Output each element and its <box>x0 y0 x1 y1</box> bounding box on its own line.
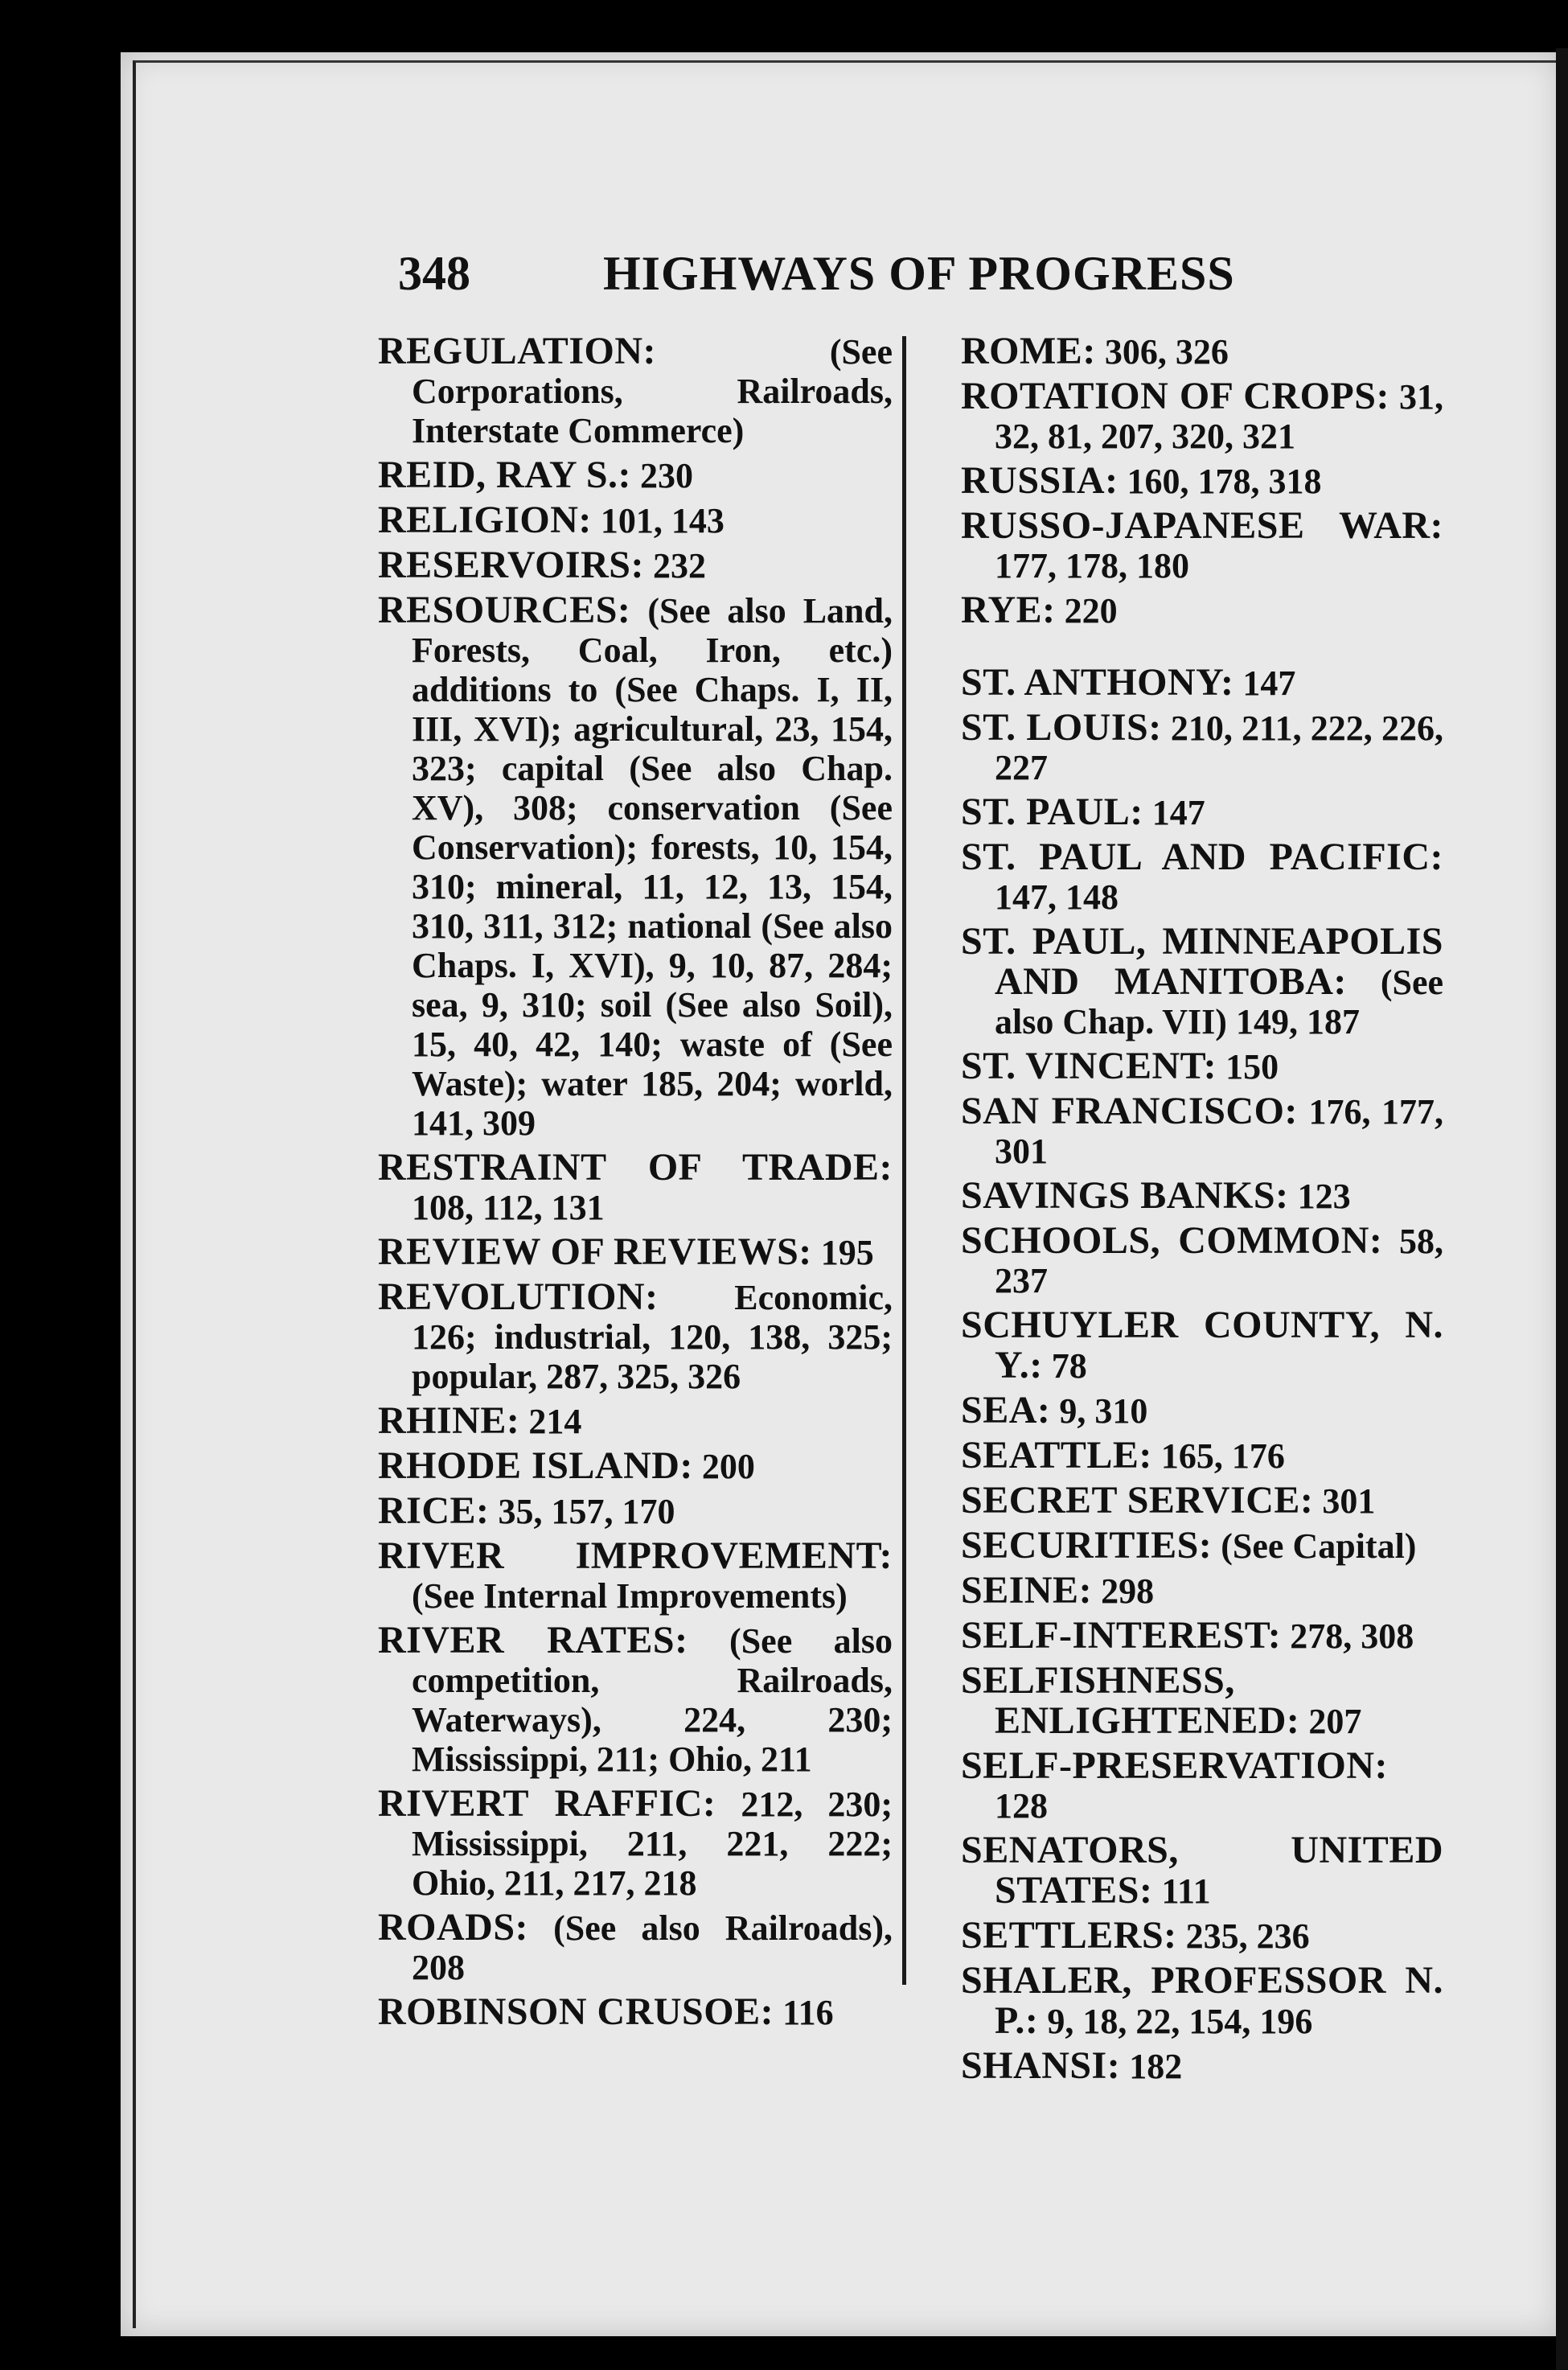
index-entry-references: 301 <box>1313 1481 1376 1521</box>
index-entry-references: 177, 178, 180 <box>995 546 1189 585</box>
index-entry <box>961 1436 1443 1476</box>
index-entry <box>961 590 1443 630</box>
index-entry-references: 128 <box>995 1786 1048 1826</box>
index-entry <box>961 461 1443 501</box>
index-column-left <box>378 331 893 2037</box>
index-entry <box>961 1305 1443 1386</box>
index-entry-heading: SHANSI: <box>961 2044 1121 2087</box>
index-entry-references: 108, 112, 131 <box>412 1188 605 1227</box>
index-entry <box>961 1961 1443 2041</box>
running-header <box>386 241 1287 306</box>
index-entry <box>961 708 1443 787</box>
index-entry <box>961 792 1443 832</box>
index-entry-references: 298 <box>1092 1571 1155 1611</box>
index-entry-references: 147 <box>1233 663 1296 703</box>
page-number: 348 <box>398 247 470 300</box>
index-entry <box>378 500 893 540</box>
index-entry-heading: REVIEW OF REVIEWS: <box>378 1230 812 1273</box>
index-entry-heading: ST. PAUL, MINNEAPOLIS AND MANITOBA: <box>961 920 1443 1003</box>
index-entry <box>961 1616 1443 1656</box>
index-entry <box>961 2046 1443 2086</box>
index-entry-heading: SCHUYLER COUNTY, N. Y.: <box>961 1304 1443 1386</box>
index-entry-references: 101, 143 <box>591 501 724 540</box>
index-entry-references: 31, 32, 81, 207, 320, 321 <box>995 377 1444 456</box>
index-entry-references: 176, 177, 301 <box>995 1092 1443 1171</box>
index-entry-references: 278, 308 <box>1281 1616 1414 1656</box>
index-entry-references: 123 <box>1288 1177 1351 1216</box>
index-entry-references: (See Corporations, Railroads, Interstate Commerce) <box>412 332 893 450</box>
index-entry-heading: SECURITIES: <box>961 1524 1213 1567</box>
index-entry <box>961 1046 1443 1086</box>
index-entry-references: 58, 237 <box>995 1222 1444 1300</box>
index-entry-references: (See Internal Improvements) <box>412 1576 848 1616</box>
index-entry-references: 147, 148 <box>995 877 1119 917</box>
index-entry <box>378 455 893 495</box>
index-entry-heading: ST. PAUL: <box>961 791 1143 833</box>
index-entry-references: 9, 310 <box>1050 1391 1148 1431</box>
index-entry <box>378 1620 893 1779</box>
index-entry <box>961 331 1443 372</box>
index-entry-heading: RESOURCES: <box>378 589 631 631</box>
index-entry <box>378 1446 893 1486</box>
index-entry-heading: SAVINGS BANKS: <box>961 1174 1289 1217</box>
index-entry-references: (See Capital) <box>1212 1526 1417 1566</box>
index-entry <box>378 1277 893 1396</box>
index-entry <box>961 1571 1443 1611</box>
index-entry-references: 111 <box>1152 1871 1211 1911</box>
entry-gap <box>961 635 1443 663</box>
index-entry-heading: SECRET SERVICE: <box>961 1479 1314 1522</box>
index-entry-heading: RUSSIA: <box>961 459 1119 502</box>
column-divider <box>902 336 906 1985</box>
running-title: HIGHWAYS OF PROGRESS <box>603 247 1235 300</box>
index-entry <box>378 1401 893 1441</box>
index-entry-heading: RHODE ISLAND: <box>378 1444 693 1487</box>
index-entry <box>961 1746 1443 1826</box>
index-entry <box>961 922 1443 1041</box>
index-entry-references: 210, 211, 222, 226, 227 <box>995 709 1443 787</box>
index-entry-heading: ROTATION OF CROPS: <box>961 375 1389 417</box>
index-entry-heading: RIVERT RAFFIC: <box>378 1782 716 1825</box>
index-entry-references: 235, 236 <box>1176 1916 1310 1956</box>
index-entry-references: 182 <box>1120 2047 1183 2086</box>
index-entry-references: Economic, 126; industrial, 120, 138, 325; popular, 287, 325, 326 <box>412 1278 893 1396</box>
index-entry-heading: ROBINSON CRUSOE: <box>378 1990 774 2033</box>
index-entry-heading: ST. LOUIS: <box>961 706 1162 749</box>
index-entry-references: 195 <box>811 1233 874 1272</box>
index-entry-heading: SEA: <box>961 1389 1051 1431</box>
index-column-right <box>961 331 1443 2091</box>
index-entry <box>961 376 1443 456</box>
index-entry-references: 147 <box>1143 793 1205 832</box>
index-entry-heading: RUSSO-JAPANESE WAR: <box>961 504 1443 547</box>
index-entry-references: 35, 157, 170 <box>489 1492 675 1531</box>
index-entry-heading: RYE: <box>961 589 1056 631</box>
page-gutter <box>1556 48 1568 2370</box>
index-entry-references: 207 <box>1299 1702 1362 1741</box>
index-entry <box>378 1148 893 1227</box>
index-entry-heading: RESERVOIRS: <box>378 544 644 586</box>
index-entry <box>378 1908 893 1987</box>
index-entry-references: (See also Railroads), 208 <box>412 1908 893 1987</box>
index-entry <box>961 1091 1443 1171</box>
index-entry-references: 116 <box>774 1993 834 2032</box>
index-entry <box>961 1481 1443 1521</box>
index-entry-heading: SCHOOLS, COMMON: <box>961 1219 1383 1262</box>
index-entry-references: (See also Chap. VII) 149, 187 <box>995 963 1444 1041</box>
index-entry-references: 150 <box>1217 1047 1279 1086</box>
index-entry-references: 232 <box>643 546 706 585</box>
index-entry-heading: ST. VINCENT: <box>961 1045 1217 1087</box>
index-entry <box>961 1661 1443 1741</box>
index-entry <box>961 1526 1443 1566</box>
index-entry-heading: SEINE: <box>961 1569 1093 1612</box>
index-entry-references: 214 <box>519 1402 582 1441</box>
index-entry <box>378 1536 893 1616</box>
index-entry <box>961 1916 1443 1956</box>
index-entry-heading: RIVER RATES: <box>378 1619 688 1661</box>
index-entry-references: 9, 18, 22, 154, 196 <box>1038 2002 1313 2041</box>
index-entry-heading: RESTRAINT OF TRADE: <box>378 1146 893 1189</box>
index-entry <box>378 1491 893 1531</box>
index-entry-heading: SELF-PRESERVATION: <box>961 1744 1388 1787</box>
index-entry-heading: SEATTLE: <box>961 1434 1152 1477</box>
index-entry <box>378 1784 893 1903</box>
index-entry-heading: RHINE: <box>378 1399 520 1442</box>
index-entry-references: (See also Land, Forests, Coal, Iron, etc.) additions to (See Chaps. I, II, III, XVI); agricultural, 23, 154, 323; capital (See also Chap. XV), 308; conservation (See Conservation); forests, 10, 154, 310; mineral, 11, 12, 13, 154, 310, 311, 312; national (See also Chaps. I, XVI), 9, 10, 87, 284; sea, 9, 310; soil (See also Soil), 15, 40, 42, 140; waste of (See Waste); water 185, 204; world, 141, 309 <box>412 591 893 1143</box>
index-entry-heading: ROME: <box>961 330 1096 372</box>
index-entry-references: 78 <box>1042 1346 1087 1386</box>
index-entry <box>378 590 893 1143</box>
index-entry-heading: REID, RAY S.: <box>378 454 632 496</box>
index-entry <box>961 1176 1443 1216</box>
index-entry <box>378 545 893 585</box>
index-entry <box>961 663 1443 703</box>
index-entry <box>961 506 1443 585</box>
index-entry-heading: ROADS: <box>378 1906 529 1949</box>
index-entry-references: 160, 178, 318 <box>1118 462 1322 501</box>
index-entry <box>961 1221 1443 1300</box>
index-entry-heading: SHALER, PROFESSOR N. P.: <box>961 1959 1443 2042</box>
index-entry-heading: RIVER IMPROVEMENT: <box>378 1534 893 1577</box>
index-entry-references: 220 <box>1055 591 1118 630</box>
index-entry-heading: RELIGION: <box>378 499 592 541</box>
index-entry-references: 212, 230; Mississippi, 211, 221, 222; Ohio, 211, 217, 218 <box>412 1785 893 1903</box>
index-entry-heading: REGULATION: <box>378 330 656 372</box>
index-entry-references: (See also competition, Railroads, Waterways), 224, 230; Mississippi, 211; Ohio, 211 <box>412 1621 893 1779</box>
index-entry-heading: SELF-INTEREST: <box>961 1614 1282 1657</box>
index-entry-heading: SAN FRANCISCO: <box>961 1090 1298 1132</box>
index-entry-heading: ST. PAUL AND PACIFIC: <box>961 836 1443 878</box>
index-entry-references: 165, 176 <box>1151 1436 1285 1476</box>
index-entry-heading: RICE: <box>378 1489 490 1532</box>
index-entry <box>378 331 893 450</box>
index-entry <box>378 1992 893 2032</box>
index-entry-references: 200 <box>692 1447 755 1486</box>
index-entry-heading: SELFISHNESS, ENLIGHTENED: <box>961 1659 1300 1742</box>
index-entry <box>961 1390 1443 1431</box>
index-entry-heading: SETTLERS: <box>961 1914 1177 1957</box>
index-entry-heading: REVOLUTION: <box>378 1275 659 1318</box>
index-entry-references: 230 <box>631 456 694 495</box>
index-entry-heading: ST. ANTHONY: <box>961 661 1234 704</box>
index-entry-heading: SENATORS, UNITED STATES: <box>961 1829 1443 1912</box>
index-entry <box>961 837 1443 917</box>
index-entry <box>961 1830 1443 1911</box>
index-entry-references: 306, 326 <box>1095 332 1229 372</box>
index-entry <box>378 1232 893 1272</box>
